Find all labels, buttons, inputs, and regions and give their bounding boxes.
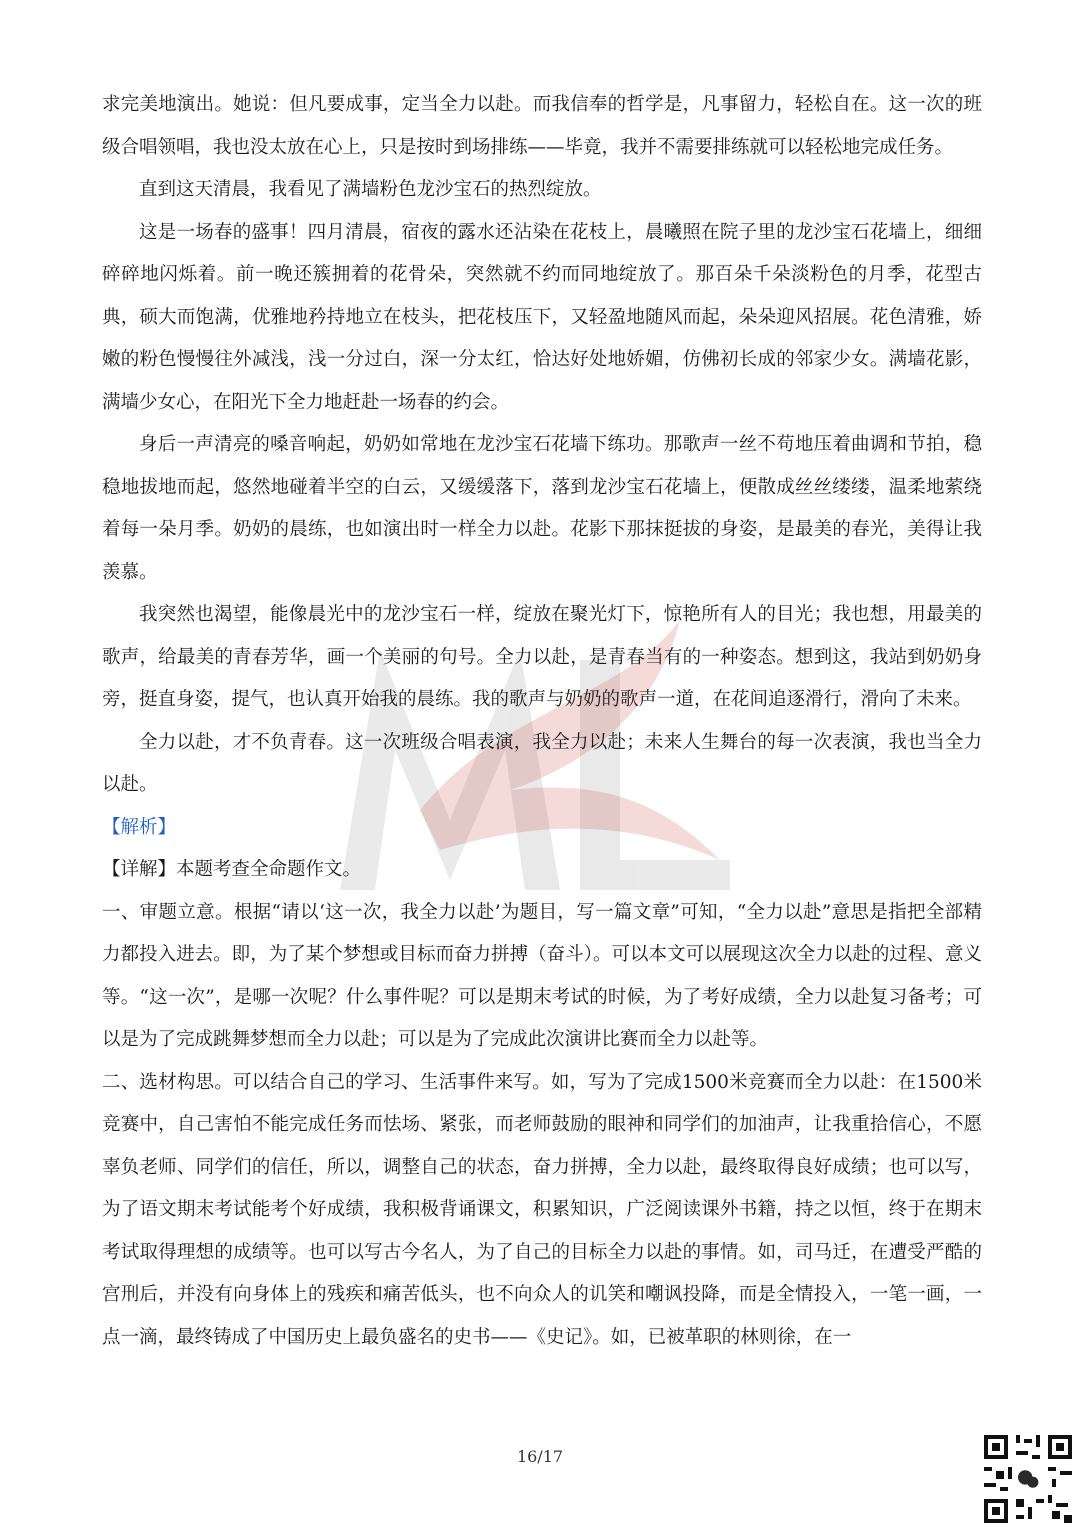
- analysis-paragraph: 一、审题立意。根据“请以‘这一次，我全力以赴’为题目，写一篇文章”可知，“全力以赴”意思是指把全部精力都投入进去。即，为了某个梦想或目标而奋力拼搏（奋斗）。可以本文可以展现这次全力以赴的过程、意义等。“这一次”，是哪一次呢？什么事件呢？可以是期末考试的时候，为了考好成绩，全力以赴复习备考；可以是为了完成跳舞梦想而全力以赴；可以是为了完成此次演讲比赛而全力以赴等。: [102, 901, 982, 1050]
- page-number: 16/17: [516, 1447, 564, 1466]
- essay-paragraph: 这是一场春的盛事！四月清晨，宿夜的露水还沾染在花枝上，晨曦照在院子里的龙沙宝石花墙上，细细碎碎地闪烁着。前一晚还簇拥着的花骨朵，突然就不约而同地绽放了。那百朵千朵淡粉色的月季，花型古典，硕大而饱满，优雅地矜持地立在枝头，把花枝压下，又轻盈地随风而起，朵朵迎风招展。花色清雅，娇嫩的粉色慢慢往外减浅，浅一分过白，深一分太红，恰达好处地娇媚，仿佛初长成的邻家少女。满墙花影，满墙少女心，在阳光下全力地赶赴一场春的约会。: [102, 221, 982, 413]
- essay-paragraph: 直到这天清晨，我看见了满墙粉色龙沙宝石的热烈绽放。: [139, 179, 602, 200]
- essay-paragraph: 全力以赴，才不负青春。这一次班级合唱表演，我全力以赴；未来人生舞台的每一次表演，我也当全力以赴。: [102, 731, 982, 795]
- essay-paragraph: 求完美地演出。她说：但凡要成事，定当全力以赴。而我信奉的哲学是，凡事留力，轻松自在。这一次的班级合唱领唱，我也没太放在心上，只是按时到场排练——毕竟，我并不需要排练就可以轻松地完成任务。: [102, 94, 982, 158]
- essay-paragraph: 身后一声清亮的嗓音响起，奶奶如常地在龙沙宝石花墙下练功。那歌声一丝不苟地压着曲调和节拍，稳稳地拔地而起，悠然地碰着半空的白云，又缓缓落下，落到龙沙宝石花墙上，便散成丝丝缕缕，温柔地萦绕着每一朵月季。奶奶的晨练，也如演出时一样全力以赴。花影下那抹挺拔的身姿，是最美的春光，美得让我羡慕。: [102, 434, 982, 583]
- analysis-heading: 【解析】: [102, 816, 177, 838]
- detail-text: 本题考查全命题作文。: [176, 859, 362, 880]
- detail-line: [102, 849, 982, 892]
- document-body: [102, 84, 982, 1359]
- detail-label: 【详解】: [102, 859, 177, 880]
- analysis-paragraph: 二、选材构思。可以结合自己的学习、生活事件来写。如，写为了完成1500米竞赛而全力以赴：在1500米竞赛中，自己害怕不能完成任务而怯场、紧张，而老师鼓励的眼神和同学们的加油声，让我重拾信心，不愿辜负老师、同学们的信任，所以，调整自己的状态，奋力拼搏，全力以赴，最终取得良好成绩；也可以写，为了语文期末考试能考个好成绩，我积极背诵课文，积累知识，广泛阅读课外书籍，持之以恒，终于在期末考试取得理想的成绩等。也可以写古今名人，为了自己的目标全力以赴的事情。如，司马迁，在遭受严酷的宫刑后，并没有向身体上的残疾和痛苦低头，也不向众人的讥笑和嘲讽投降，而是全情投入，一笔一画，一点一滴，最终铸成了中国历史上最负盛名的史书——《史记》。如，已被革职的林则徐，在一: [102, 1071, 982, 1348]
- essay-paragraph: 我突然也渴望，能像晨光中的龙沙宝石一样，绽放在聚光灯下，惊艳所有人的目光；我也想，用最美的歌声，给最美的青春芳华，画一个美丽的句号。全力以赴，是青春当有的一种姿态。想到这，我站到奶奶身旁，挺直身姿，提气，也认真开始我的晨练。我的歌声与奶奶的歌声一道，在花间追逐滑行，滑向了未来。: [102, 604, 982, 710]
- qr-code-icon: [980, 1431, 1076, 1527]
